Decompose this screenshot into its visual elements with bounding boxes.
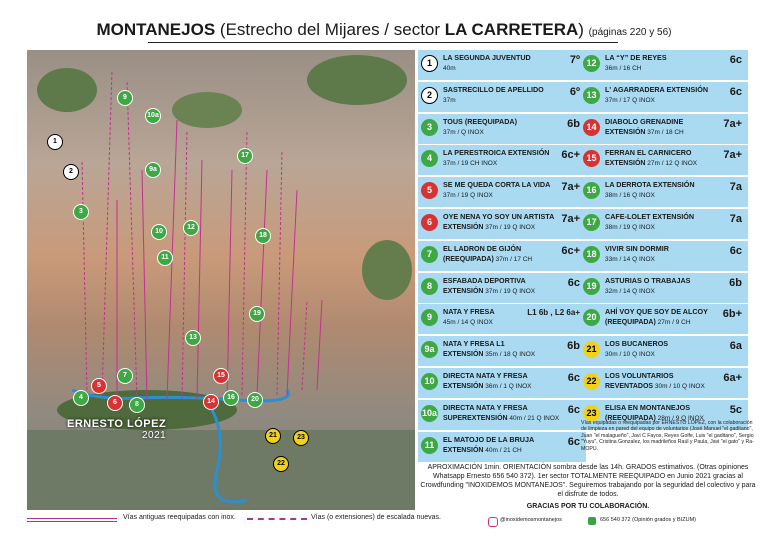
route-row [418, 241, 586, 271]
route-row [418, 336, 586, 366]
route-row [418, 304, 586, 334]
route-details [443, 65, 456, 72]
route-length: 37m / 17 Q INOX [605, 96, 655, 104]
marker-11: 11 [157, 250, 173, 266]
route-row [418, 432, 586, 462]
route-number-badge: 18 [583, 246, 600, 263]
route-name: LA DERROTA EXTENSIÓN [605, 180, 695, 190]
route-length: 37m [443, 96, 456, 104]
route-details [605, 160, 697, 167]
route-row [580, 241, 748, 271]
route-number-badge: 20 [583, 309, 600, 326]
route-number-badge: 7 [421, 246, 438, 263]
route-name: ASTURIAS O TRABAJAS [605, 275, 691, 285]
route-list-right [580, 50, 748, 432]
route-name: L' AGARRADERA EXTENSIÓN [605, 84, 709, 94]
crag-topo-svg [27, 50, 415, 510]
route-details [443, 160, 497, 167]
photo-author: ERNESTO LÓPEZ 2021 [67, 418, 167, 441]
route-details [443, 351, 535, 358]
instagram-handle: @inoxidemosmontanejos [500, 517, 562, 523]
marker-6: 6 [107, 395, 123, 411]
route-number-badge: 13 [583, 87, 600, 104]
route-details [443, 129, 484, 136]
route-number-badge: 10a [421, 405, 438, 422]
route-number-badge: 23 [583, 405, 600, 422]
route-row [418, 400, 586, 430]
route-length: 37m / 19 Q INOX [485, 287, 536, 295]
route-details [443, 383, 532, 390]
marker-3: 3 [73, 204, 89, 220]
marker-18: 18 [255, 228, 271, 244]
route-row [418, 82, 586, 112]
marker-5: 5 [91, 378, 107, 394]
marker-22: 22 [273, 456, 289, 472]
route-grade: 6a+ [723, 371, 742, 384]
route-extension-label: EXTENSIÓN [443, 382, 484, 390]
route-name: ESFABADA DEPORTIVA [443, 275, 526, 285]
route-grade: 6c [567, 371, 580, 384]
route-grade: 6b+ [722, 308, 742, 321]
route-number-badge: 2 [421, 87, 438, 104]
marker-8: 8 [129, 397, 145, 413]
route-name: VIVIR SIN DORMIR [605, 243, 669, 253]
route-number-badge: 8 [421, 278, 438, 295]
route-name: SE ME QUEDA CORTA LA VIDA [443, 180, 551, 190]
route-details [443, 224, 535, 231]
route-grade: 7a+ [723, 149, 742, 162]
route-extension-label: (REEQUIPADA) [443, 255, 494, 263]
route-name: LA SEGUNDA JUVENTUD [443, 53, 531, 62]
route-number-badge: 17 [583, 214, 600, 231]
route-number-badge: 10 [421, 373, 438, 390]
route-details [605, 97, 655, 104]
route-extension-label: EXTENSIÓN [605, 160, 646, 168]
route-details [443, 256, 532, 263]
route-number-badge: 3 [421, 119, 438, 136]
route-details [443, 192, 493, 199]
route-number-badge: 16 [583, 182, 600, 199]
marker-14: 14 [203, 394, 219, 410]
route-grade: 7a+ [723, 117, 742, 130]
marker-12: 12 [183, 220, 199, 236]
route-number-badge: 19 [583, 278, 600, 295]
route-length: 37m / 19 Q INOX [443, 192, 493, 200]
marker-1: 1 [47, 134, 63, 150]
marker-17: 17 [237, 148, 253, 164]
marker-10: 10 [151, 224, 167, 240]
route-details [443, 415, 559, 422]
route-extension-label: (REEQUIPADA) [605, 414, 656, 422]
route-grade: 6b [567, 117, 580, 130]
route-length: 40m / 21 CH [485, 446, 522, 454]
route-extension-label: EXTENSIÓN [443, 223, 484, 231]
route-length: 36m / 16 CH [605, 65, 642, 72]
route-details [443, 97, 456, 104]
volunteers-note: Vías equipadas o reequipadas por ERNESTO LÓPEZ, con la colaboración de limpieza en pared del equipo de voluntarios (José Manuel "el gaditano", Juan "el malagueño", Javi C Fayos, Reyes Golfe, Luis "el gaditano", Sergio "Yuyu", Cristina Gonzalez, los madrileños Raúl y Paula, Javi "el gato" y Ra-MOPU. [581, 420, 754, 452]
marker-21: 21 [265, 428, 281, 444]
route-details [605, 224, 655, 231]
route-row [418, 50, 586, 80]
route-name: LOS BUCANEROS [605, 339, 669, 349]
thanks-line: GRACIAS POR TU COLABORACIÓN. [526, 503, 650, 510]
crag-photo [27, 50, 415, 510]
route-length: 27m / 12 Q INOX [647, 160, 698, 168]
marker-23: 23 [293, 430, 309, 446]
route-details [605, 319, 691, 326]
solid-line-swatch [27, 518, 117, 522]
route-row [418, 209, 586, 239]
route-grade: 6b [729, 276, 742, 289]
route-number-badge: 1 [421, 55, 438, 72]
route-number-badge: 4 [421, 150, 438, 167]
route-row [580, 114, 748, 144]
route-number-badge: 22 [583, 373, 600, 390]
route-name: LA “Y” DE REYES [605, 53, 667, 62]
marker-15: 15 [213, 368, 229, 384]
route-length: 37m / 18 CH [647, 128, 684, 136]
title-underline [148, 42, 618, 43]
route-length: 32m / 14 Q INOX [605, 287, 655, 295]
route-name: FERRAN EL CARNICERO [605, 148, 692, 158]
route-extension-label: REVENTADOS [605, 382, 654, 390]
route-grade: 6c+ [561, 244, 580, 257]
route-row [418, 273, 586, 303]
route-number-badge: 11 [421, 437, 438, 454]
route-extension-label: EXTENSIÓN [605, 128, 646, 136]
route-row [580, 304, 748, 334]
marker-9a: 9a [145, 162, 161, 178]
route-grade: 7a [729, 181, 742, 194]
route-number-badge: 9a [421, 341, 438, 358]
route-name: ELISA EN MONTANEJOS [605, 402, 691, 412]
route-details [605, 288, 655, 295]
route-details [443, 319, 493, 326]
route-number-badge: 6 [421, 214, 438, 231]
route-length: 40m [443, 65, 456, 72]
marker-19: 19 [249, 306, 265, 322]
route-length: 40m / 21 Q INOX [509, 414, 560, 422]
route-grade: 6º [569, 85, 580, 98]
route-length: 33m / 14 Q INOX [605, 255, 655, 263]
route-extension-label: EXTENSIÓN [443, 287, 484, 295]
route-row [580, 82, 748, 112]
route-extension-label: EXTENSIÓN [443, 351, 484, 359]
route-name: EL MATOJO DE LA BRUJA [443, 434, 535, 444]
route-name: LOS VOLUNTARIOS [605, 370, 674, 380]
route-details [605, 351, 655, 358]
route-grade: 6c [729, 244, 742, 257]
route-number-badge: 9 [421, 309, 438, 326]
marker-4: 4 [73, 390, 89, 406]
route-details [443, 447, 522, 454]
page-title: MONTANEJOS (Estrecho del Mijares / sector LA CARRETERA) (páginas 220 y 56) [96, 20, 672, 39]
route-name: DIABOLO GRENADINE [605, 116, 684, 126]
marker-13: 13 [185, 330, 201, 346]
route-row [580, 336, 748, 366]
route-row [418, 368, 586, 398]
legend-dashed-label: Vías (o extensiones) de escalada nuevas. [311, 514, 441, 521]
route-length: 38m / 16 Q INOX [605, 192, 655, 200]
route-extension-label: SUPEREXTENSIÓN [443, 414, 508, 422]
route-row [418, 177, 586, 207]
route-length: 37m / Q INOX [443, 128, 484, 136]
route-grade: 7a+ [561, 181, 580, 194]
route-row [580, 50, 748, 80]
route-name: EL LADRON DE GIJÓN [443, 243, 522, 253]
route-details [605, 383, 705, 390]
route-details [605, 129, 684, 136]
route-grade: 6a [729, 340, 742, 353]
route-details [605, 65, 642, 72]
route-details [605, 256, 655, 263]
route-number-badge: 15 [583, 150, 600, 167]
route-length: 36m / 1 Q INOX [485, 382, 532, 390]
route-grade: 6c [729, 85, 742, 98]
marker-10a: 10a [145, 108, 161, 124]
route-grade: 7a+ [561, 212, 580, 225]
route-grade: 6c [567, 435, 580, 448]
route-row [418, 145, 586, 175]
route-number-badge: 14 [583, 119, 600, 136]
legend-solid-label: Vías antiguas reequipadas con inox. [123, 514, 236, 521]
route-number-badge: 12 [583, 55, 600, 72]
marker-2: 2 [63, 164, 79, 180]
route-name: DIRECTA NATA Y FRESA [443, 370, 528, 380]
dashed-line-swatch [247, 518, 307, 520]
route-name: SASTRECILLO DE APELLIDO [443, 84, 544, 94]
route-list-left [418, 50, 586, 463]
route-length: 45m / 14 Q INOX [443, 319, 493, 327]
route-number-badge: 21 [583, 341, 600, 358]
route-name: AHÍ VOY QUE SOY DE ALCOY [605, 307, 708, 317]
route-length: 38m / 19 Q INOX [605, 223, 655, 231]
route-length: 30m / 10 Q INOX [654, 382, 705, 390]
route-number-badge: 5 [421, 182, 438, 199]
route-grade: L1 6b , L2 6a+ [527, 308, 580, 318]
route-name: TOUS (REEQUIPADA) [443, 116, 518, 126]
route-grade: 5c [729, 403, 742, 416]
marker-7: 7 [117, 368, 133, 384]
route-length: 35m / 18 Q INOX [485, 351, 536, 359]
route-length: 30m / 10 Q INOX [605, 351, 655, 359]
route-row [580, 209, 748, 239]
route-grade: 7a [729, 212, 742, 225]
route-row [418, 114, 586, 144]
route-grade: 6c [729, 54, 742, 66]
phone-text: 656 540 372 (Opinión grados y BIZUM) [600, 517, 696, 523]
route-length: 27m / 9 CH [657, 319, 691, 327]
route-name: OYE NENA YO SOY UN ARTISTA [443, 211, 555, 221]
route-length: 37m / 19 Q INOX [485, 223, 536, 231]
route-grade: 6c [567, 276, 580, 289]
route-details [605, 192, 655, 199]
route-grade: 6b [567, 340, 580, 353]
route-row [580, 273, 748, 303]
footer [418, 514, 758, 534]
route-grade: 7º [569, 54, 580, 66]
route-row [580, 177, 748, 207]
route-row [580, 145, 748, 175]
route-extension-label: EXTENSIÓN [443, 446, 484, 454]
route-length: 28m / 9 Q INOX [657, 414, 704, 422]
instagram-icon [488, 517, 498, 527]
route-name: NATA Y FRESA L1 [443, 339, 505, 349]
route-grade: 6c+ [561, 149, 580, 162]
sector-info: APROXIMACIÓN 1min. ORIENTACIÓN sombra desde las 14h. GRADOS estimativos. (Otras opiniones Whatsapp Ernesto 656 540 372). 1er sector TOTALMENTE REEQUIPADO en Junio 2021 gracias al Crowdfunding "INOXIDEMOS MONTANEJOS". Seguiremos trabajando por la seguridad del colectivo y para el disfrute de todos. [420, 464, 756, 498]
line-legend [27, 514, 441, 526]
route-name: CAFE-LOLET EXTENSIÓN [605, 211, 695, 221]
route-details [443, 288, 535, 295]
route-grade: 6c [567, 403, 580, 416]
route-extension-label: (REEQUIPADA) [605, 319, 656, 327]
route-length: 37m / 17 CH [495, 255, 533, 263]
marker-9: 9 [117, 90, 133, 106]
route-name: DIRECTA NATA Y FRESA [443, 402, 528, 412]
route-row [580, 368, 748, 398]
phone-icon [588, 517, 596, 525]
route-length: 37m / 19 CH INOX [443, 160, 498, 168]
marker-16: 16 [223, 390, 239, 406]
route-name: NATA Y FRESA [443, 307, 495, 317]
marker-20: 20 [247, 392, 263, 408]
route-name: LA PERESTROICA EXTENSIÓN [443, 148, 550, 158]
